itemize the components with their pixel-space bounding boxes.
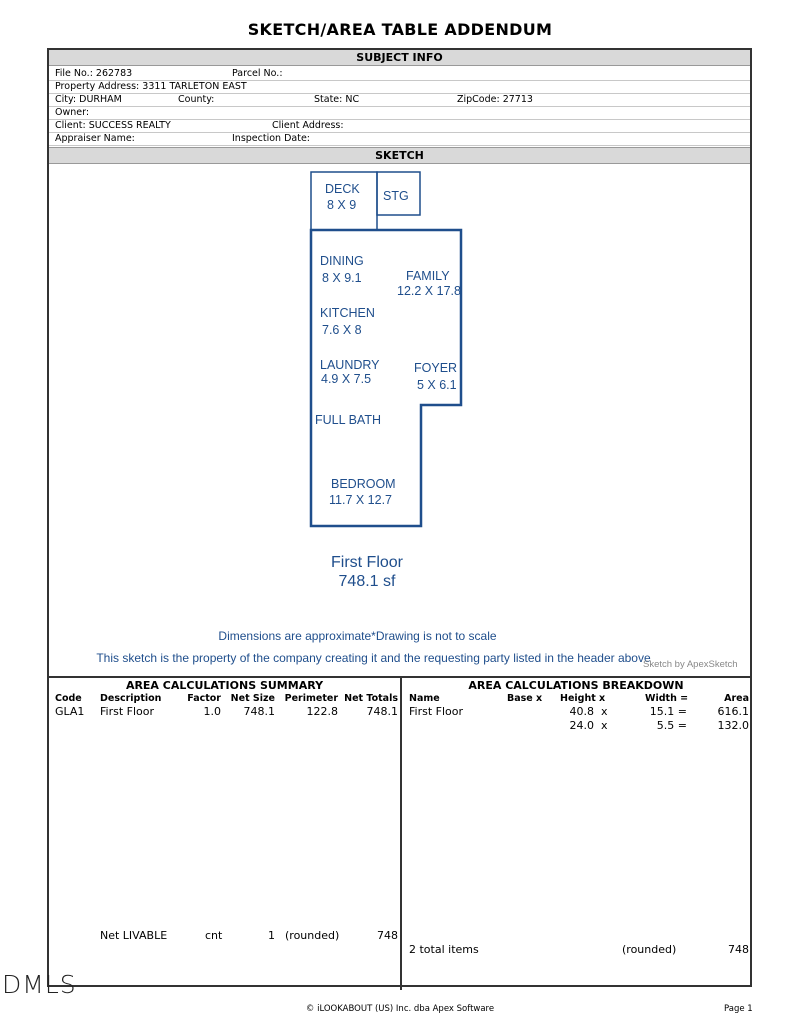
breakdown-name: First Floor [409, 705, 464, 718]
county: County: [178, 94, 215, 105]
net-livable-cnt: 1 [268, 929, 275, 942]
net-livable-cnt-label: cnt [205, 929, 223, 942]
footer-page-number: Page 1 [724, 1004, 753, 1014]
client-address: Client Address: [272, 120, 344, 131]
room-deck-label: DECK [325, 182, 360, 196]
column-divider [400, 678, 402, 990]
breakdown-height: 40.8 [569, 705, 594, 718]
sketch-credit: Sketch by ApexSketch [643, 659, 738, 670]
breakdown-header: AREA CALCULATIONS BREAKDOWN [468, 679, 684, 692]
area-calculations [49, 676, 750, 990]
zipcode: ZipCode: 27713 [457, 94, 533, 105]
page-title: SKETCH/AREA TABLE ADDENDUM [247, 20, 553, 39]
frame-bottom-border [47, 985, 752, 987]
subject-info-header: SUBJECT INFO [49, 50, 750, 66]
breakdown-area: 132.0 [717, 719, 749, 732]
breakdown-col-height: Height x [560, 693, 606, 704]
summary-col-code: Code [55, 693, 82, 704]
breakdown-width: 15.1 = [649, 705, 687, 718]
breakdown-x: x [601, 705, 608, 718]
breakdown-col-base: Base x [507, 693, 543, 704]
breakdown-area: 616.1 [717, 705, 749, 718]
breakdown-col-area: Area [724, 693, 749, 704]
breakdown-width: 5.5 = [656, 719, 687, 732]
footer-copyright: © iLOOKABOUT (US) Inc. dba Apex Software [305, 1004, 495, 1014]
room-family-label: FAMILY [406, 269, 450, 283]
sketch-header: SKETCH [49, 147, 750, 164]
file-no: File No.: 262783 [55, 68, 133, 79]
room-dining-label: DINING [320, 254, 364, 268]
room-bedroom-label: BEDROOM [331, 477, 396, 491]
client: Client: SUCCESS REALTY [55, 120, 171, 131]
summary-col-net-size: Net Size [230, 693, 275, 704]
state: State: NC [314, 94, 360, 105]
room-full-bath-label: FULL BATH [315, 413, 381, 427]
inspection-date: Inspection Date: [232, 133, 310, 144]
floor-area: 748.1 sf [338, 573, 396, 590]
sketch-note-property: This sketch is the property of the company creating it and the requesting party listed in the header above [96, 651, 651, 665]
sketch-note-approximate: Dimensions are approximate*Drawing is not to scale [218, 629, 497, 643]
summary-net-size: 748.1 [243, 705, 275, 718]
breakdown-col-name: Name [409, 693, 440, 704]
room-laundry-label: LAUNDRY [320, 358, 380, 372]
room-laundry-dims: 4.9 X 7.5 [321, 372, 372, 386]
summary-net-totals: 748.1 [366, 705, 398, 718]
room-deck-dims: 8 X 9 [327, 198, 357, 212]
summary-col-description: Description [100, 693, 162, 704]
net-livable-label: Net LIVABLE [100, 929, 168, 942]
property-address: Property Address: 3311 TARLETON EAST [55, 81, 247, 92]
room-bedroom-dims: 11.7 X 12.7 [329, 493, 393, 507]
breakdown-col-width: Width = [645, 693, 689, 704]
addendum-form [47, 48, 752, 986]
summary-col-perimeter: Perimeter [284, 693, 338, 704]
summary-description: First Floor [100, 705, 155, 718]
floor-label: First Floor [331, 554, 403, 571]
owner: Owner: [55, 107, 90, 118]
room-kitchen-dims: 7.6 X 8 [322, 323, 362, 337]
summary-factor: 1.0 [203, 705, 221, 718]
summary-header: AREA CALCULATIONS SUMMARY [125, 679, 324, 692]
summary-col-factor: Factor [187, 693, 221, 704]
appraiser-name: Appraiser Name: [55, 133, 135, 144]
breakdown-total-label: 2 total items [409, 943, 479, 956]
net-livable-rounded: (rounded) [285, 929, 340, 942]
breakdown-rounded: (rounded) [622, 943, 677, 956]
breakdown-total: 748 [728, 943, 749, 956]
room-foyer-label: FOYER [414, 361, 458, 375]
breakdown-x: x [601, 719, 608, 732]
room-dining-dims: 8 X 9.1 [322, 271, 362, 285]
dmls-watermark-logo: DMLS [2, 970, 77, 999]
breakdown-height: 24.0 [569, 719, 594, 732]
summary-col-net-totals: Net Totals [344, 693, 398, 704]
summary-code: GLA1 [55, 705, 85, 718]
summary-perimeter: 122.8 [306, 705, 338, 718]
parcel-no: Parcel No.: [232, 68, 283, 79]
room-kitchen-label: KITCHEN [320, 306, 375, 320]
room-storage-label: STG [383, 189, 409, 203]
room-foyer-dims: 5 X 6.1 [417, 378, 457, 392]
room-family-dims: 12.2 X 17.8 [397, 284, 461, 298]
net-livable-total: 748 [377, 929, 398, 942]
city: City: DURHAM [55, 94, 122, 105]
